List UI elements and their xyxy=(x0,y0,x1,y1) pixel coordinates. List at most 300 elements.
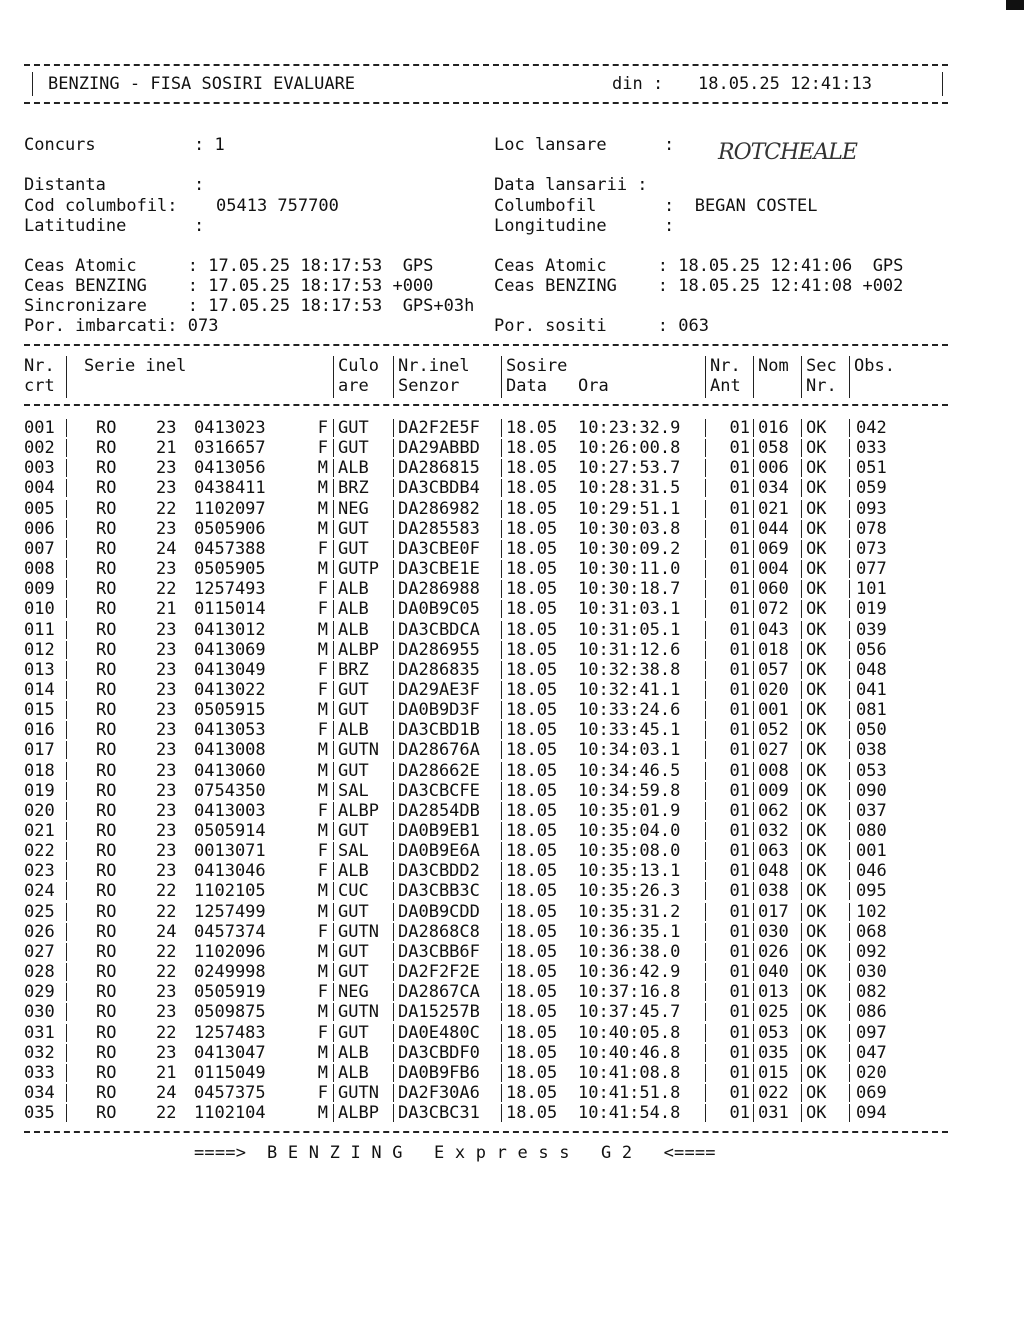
row-separator xyxy=(501,540,502,558)
cell-nr: 012 xyxy=(24,639,55,660)
cell-sex: F xyxy=(317,720,328,741)
row-separator xyxy=(393,1064,394,1082)
row-separator xyxy=(801,439,802,457)
cell-date: 18.05 xyxy=(506,679,558,700)
row-separator xyxy=(501,560,502,578)
row-separator xyxy=(333,862,334,880)
row-separator xyxy=(849,540,850,558)
table-row xyxy=(0,841,1024,861)
cell-sensor: DA2F2F2E xyxy=(398,962,480,983)
row-separator xyxy=(753,842,754,860)
cell-ant: 01 xyxy=(729,1082,750,1103)
cell-nom: 006 xyxy=(758,458,789,479)
cell-sex: M xyxy=(317,881,328,902)
row-separator xyxy=(501,479,502,497)
cell-sensor: DA3CBE1E xyxy=(398,559,480,580)
cell-sec: OK xyxy=(806,800,827,821)
row-separator xyxy=(753,641,754,659)
cell-year: 23 xyxy=(156,800,177,821)
table-row xyxy=(0,438,1024,458)
loc-lansare-handwritten: ROTCHEALE xyxy=(718,140,857,165)
table-bottom-rule xyxy=(24,1131,948,1133)
row-separator xyxy=(705,721,706,739)
cell-date: 18.05 xyxy=(506,861,558,882)
row-separator xyxy=(705,439,706,457)
cell-ring: 0505906 xyxy=(194,518,266,539)
cell-country: RO xyxy=(96,538,117,559)
cell-sec: OK xyxy=(806,1022,827,1043)
row-separator xyxy=(393,1084,394,1102)
row-separator xyxy=(333,439,334,457)
row-separator xyxy=(753,439,754,457)
cell-date: 18.05 xyxy=(506,1103,558,1124)
cell-sensor: DA0B9CDD xyxy=(398,901,480,922)
cell-nr: 032 xyxy=(24,1042,55,1063)
cell-nr: 022 xyxy=(24,841,55,862)
table-row xyxy=(0,861,1024,881)
row-separator xyxy=(705,419,706,437)
row-separator xyxy=(705,661,706,679)
cell-color: ALB xyxy=(338,720,369,741)
cell-nr: 005 xyxy=(24,498,55,519)
cell-obs: 020 xyxy=(856,1062,887,1083)
row-separator xyxy=(66,882,67,900)
cell-sensor: DA0B9FB6 xyxy=(398,1062,480,1083)
cell-year: 23 xyxy=(156,1002,177,1023)
cell-time: 10:40:46.8 xyxy=(578,1042,681,1063)
row-separator xyxy=(753,983,754,1001)
table-row xyxy=(0,478,1024,498)
cell-nr: 008 xyxy=(24,559,55,580)
cell-time: 10:34:59.8 xyxy=(578,780,681,801)
row-separator xyxy=(801,600,802,618)
cell-color: ALB xyxy=(338,599,369,620)
cell-country: RO xyxy=(96,941,117,962)
table-row xyxy=(0,1063,1024,1083)
row-separator xyxy=(753,741,754,759)
cell-sex: F xyxy=(317,1022,328,1043)
table-row xyxy=(0,720,1024,740)
row-separator xyxy=(393,419,394,437)
cell-time: 10:33:24.6 xyxy=(578,700,681,721)
cell-sex: M xyxy=(317,941,328,962)
cell-sec: OK xyxy=(806,740,827,761)
cell-sex: M xyxy=(317,760,328,781)
cell-date: 18.05 xyxy=(506,1042,558,1063)
cell-sex: M xyxy=(317,1002,328,1023)
row-separator xyxy=(801,782,802,800)
cell-color: GUT xyxy=(338,679,369,700)
cell-ant: 01 xyxy=(729,438,750,459)
row-separator xyxy=(801,903,802,921)
row-separator xyxy=(66,560,67,578)
cell-sensor: DA3CBE0F xyxy=(398,538,480,559)
row-separator xyxy=(333,721,334,739)
data-lansarii-label: Data lansarii : xyxy=(494,175,648,195)
cell-country: RO xyxy=(96,478,117,499)
cell-color: ALBP xyxy=(338,1103,379,1124)
cell-sex: M xyxy=(317,1042,328,1063)
table-row xyxy=(0,519,1024,539)
cell-sec: OK xyxy=(806,619,827,640)
row-separator xyxy=(393,862,394,880)
cell-sensor: DA2854DB xyxy=(398,800,480,821)
cell-color: GUTP xyxy=(338,559,379,580)
columbofil-value: : BEGAN COSTEL xyxy=(664,196,818,216)
cell-sex: F xyxy=(317,659,328,680)
cell-year: 23 xyxy=(156,700,177,721)
cell-sex: F xyxy=(317,841,328,862)
cell-sex: F xyxy=(317,418,328,438)
cell-ring: 0413049 xyxy=(194,659,266,680)
hdr-sep xyxy=(66,356,67,398)
row-separator xyxy=(501,661,502,679)
cell-country: RO xyxy=(96,760,117,781)
cell-country: RO xyxy=(96,458,117,479)
cell-obs: 086 xyxy=(856,1002,887,1023)
cell-ring: 1257493 xyxy=(194,579,266,600)
cell-color: SAL xyxy=(338,841,369,862)
cell-date: 18.05 xyxy=(506,962,558,983)
cell-ant: 01 xyxy=(729,1062,750,1083)
table-row xyxy=(0,1083,1024,1103)
cell-color: GUT xyxy=(338,1022,369,1043)
cell-ring: 0754350 xyxy=(194,780,266,801)
cell-year: 23 xyxy=(156,841,177,862)
cell-nom: 035 xyxy=(758,1042,789,1063)
cell-nr: 033 xyxy=(24,1062,55,1083)
row-separator xyxy=(393,641,394,659)
cell-ring: 0457388 xyxy=(194,538,266,559)
cell-sensor: DA286955 xyxy=(398,639,480,660)
row-separator xyxy=(705,540,706,558)
row-separator xyxy=(333,762,334,780)
cell-year: 23 xyxy=(156,619,177,640)
cell-time: 10:41:51.8 xyxy=(578,1082,681,1103)
row-separator xyxy=(753,1003,754,1021)
row-separator xyxy=(393,1003,394,1021)
cell-ring: 1257499 xyxy=(194,901,266,922)
row-separator xyxy=(753,419,754,437)
row-separator xyxy=(849,560,850,578)
row-separator xyxy=(849,943,850,961)
cell-color: ALB xyxy=(338,1062,369,1083)
row-separator xyxy=(66,721,67,739)
row-separator xyxy=(501,419,502,437)
cell-nom: 057 xyxy=(758,659,789,680)
cell-ring: 0505905 xyxy=(194,559,266,580)
cell-date: 18.05 xyxy=(506,1082,558,1103)
cell-year: 23 xyxy=(156,559,177,580)
row-separator xyxy=(753,661,754,679)
cell-obs: 037 xyxy=(856,800,887,821)
cell-ant: 01 xyxy=(729,780,750,801)
cell-sex: F xyxy=(317,438,328,459)
row-separator xyxy=(849,580,850,598)
cell-time: 10:29:51.1 xyxy=(578,498,681,519)
cell-country: RO xyxy=(96,982,117,1003)
cell-date: 18.05 xyxy=(506,821,558,841)
row-separator xyxy=(501,500,502,518)
col-nom-header: Nom xyxy=(758,356,789,376)
row-separator xyxy=(501,862,502,880)
cell-ant: 01 xyxy=(729,1042,750,1063)
benzing-footer: ====> B E N Z I N G E x p r e s s G 2 <==== xyxy=(194,1143,716,1163)
cell-sec: OK xyxy=(806,438,827,459)
row-separator xyxy=(705,741,706,759)
row-separator xyxy=(66,580,67,598)
row-separator xyxy=(705,641,706,659)
cell-year: 23 xyxy=(156,679,177,700)
row-separator xyxy=(333,1024,334,1042)
row-separator xyxy=(333,842,334,860)
row-separator xyxy=(849,983,850,1001)
row-separator xyxy=(849,661,850,679)
row-separator xyxy=(753,1084,754,1102)
cell-ant: 01 xyxy=(729,740,750,761)
table-row xyxy=(0,942,1024,962)
cell-color: GUT xyxy=(338,760,369,781)
table-row xyxy=(0,1043,1024,1063)
cell-color: BRZ xyxy=(338,659,369,680)
cell-ant: 01 xyxy=(729,861,750,882)
row-separator xyxy=(501,983,502,1001)
cell-year: 22 xyxy=(156,901,177,922)
row-separator xyxy=(801,1044,802,1062)
cell-sex: M xyxy=(317,700,328,721)
cell-nom: 018 xyxy=(758,639,789,660)
cell-ant: 01 xyxy=(729,498,750,519)
cell-ant: 01 xyxy=(729,579,750,600)
row-separator xyxy=(705,479,706,497)
row-separator xyxy=(333,580,334,598)
por-imbarcati: Por. imbarcati: 073 xyxy=(24,316,219,336)
row-separator xyxy=(333,479,334,497)
row-separator xyxy=(66,500,67,518)
row-separator xyxy=(393,600,394,618)
distanta-value: : xyxy=(194,175,205,195)
cell-nr: 034 xyxy=(24,1082,55,1103)
cell-sensor: DA3CBB3C xyxy=(398,881,480,902)
row-separator xyxy=(849,459,850,477)
cell-color: GUT xyxy=(338,962,369,983)
cell-obs: 041 xyxy=(856,679,887,700)
cell-color: ALB xyxy=(338,1042,369,1063)
cell-nom: 026 xyxy=(758,941,789,962)
cell-sensor: DA15257B xyxy=(398,1002,480,1023)
row-separator xyxy=(801,661,802,679)
row-separator xyxy=(333,1084,334,1102)
row-separator xyxy=(393,681,394,699)
row-separator xyxy=(849,963,850,981)
cell-sec: OK xyxy=(806,760,827,781)
cod-columbofil-value: 05413 757700 xyxy=(216,196,339,216)
cell-country: RO xyxy=(96,1042,117,1063)
table-row xyxy=(0,740,1024,760)
cell-ring: 0413022 xyxy=(194,679,266,700)
table-row xyxy=(0,1002,1024,1022)
row-separator xyxy=(393,943,394,961)
cell-sex: F xyxy=(317,861,328,882)
cell-sex: M xyxy=(317,901,328,922)
row-separator xyxy=(705,1064,706,1082)
cell-sensor: DA2867CA xyxy=(398,982,480,1003)
cell-nr: 024 xyxy=(24,881,55,902)
cell-obs: 097 xyxy=(856,1022,887,1043)
cell-date: 18.05 xyxy=(506,760,558,781)
ceas-atomic-start: Ceas Atomic : 17.05.25 18:17:53 GPS xyxy=(24,256,434,276)
cell-sensor: DA2F2E5F xyxy=(398,418,480,438)
cell-year: 23 xyxy=(156,639,177,660)
table-row xyxy=(0,640,1024,660)
row-separator xyxy=(393,782,394,800)
cell-nr: 002 xyxy=(24,438,55,459)
row-separator xyxy=(849,1104,850,1122)
cell-obs: 051 xyxy=(856,458,887,479)
cell-sensor: DA286835 xyxy=(398,659,480,680)
cell-sensor: DA28662E xyxy=(398,760,480,781)
cell-date: 18.05 xyxy=(506,418,558,438)
latitudine-value: : xyxy=(194,216,205,236)
row-separator xyxy=(66,520,67,538)
cell-year: 22 xyxy=(156,962,177,983)
cell-sensor: DA29ABBD xyxy=(398,438,480,459)
row-separator xyxy=(753,520,754,538)
cell-date: 18.05 xyxy=(506,659,558,680)
cell-ant: 01 xyxy=(729,679,750,700)
cell-sex: F xyxy=(317,599,328,620)
table-row xyxy=(0,458,1024,478)
row-separator xyxy=(501,520,502,538)
row-separator xyxy=(753,479,754,497)
col-nrant-header: Nr. xyxy=(710,356,741,376)
row-separator xyxy=(393,1024,394,1042)
row-separator xyxy=(705,681,706,699)
cell-color: GUT xyxy=(338,901,369,922)
cell-nr: 023 xyxy=(24,861,55,882)
row-separator xyxy=(801,419,802,437)
row-separator xyxy=(393,882,394,900)
cell-date: 18.05 xyxy=(506,619,558,640)
cell-sex: M xyxy=(317,478,328,499)
row-separator xyxy=(849,500,850,518)
row-separator xyxy=(333,681,334,699)
row-separator xyxy=(501,701,502,719)
cell-time: 10:36:38.0 xyxy=(578,941,681,962)
cell-ant: 01 xyxy=(729,800,750,821)
cell-time: 10:35:01.9 xyxy=(578,800,681,821)
row-separator xyxy=(753,621,754,639)
row-separator xyxy=(501,1084,502,1102)
cell-country: RO xyxy=(96,498,117,519)
row-separator xyxy=(333,1064,334,1082)
cell-sensor: DA285583 xyxy=(398,518,480,539)
row-separator xyxy=(393,661,394,679)
cell-nr: 020 xyxy=(24,800,55,821)
cell-nr: 029 xyxy=(24,982,55,1003)
cell-sec: OK xyxy=(806,1062,827,1083)
cell-sex: F xyxy=(317,982,328,1003)
row-separator xyxy=(393,479,394,497)
table-row xyxy=(0,700,1024,720)
row-separator xyxy=(501,741,502,759)
cell-date: 18.05 xyxy=(506,740,558,761)
cell-sec: OK xyxy=(806,559,827,580)
cell-sec: OK xyxy=(806,901,827,922)
row-separator xyxy=(705,822,706,840)
hdr-sep xyxy=(801,356,802,398)
cell-time: 10:36:42.9 xyxy=(578,962,681,983)
sincronizare: Sincronizare : 17.05.25 18:17:53 GPS+03h xyxy=(24,296,475,316)
cell-sex: M xyxy=(317,962,328,983)
table-row xyxy=(0,418,1024,438)
cell-time: 10:30:11.0 xyxy=(578,559,681,580)
row-separator xyxy=(801,822,802,840)
cell-sensor: DA3CBDCA xyxy=(398,619,480,640)
cell-sensor: DA0B9E6A xyxy=(398,841,480,862)
cell-sec: OK xyxy=(806,962,827,983)
row-separator xyxy=(705,1104,706,1122)
cell-color: GUT xyxy=(338,518,369,539)
cell-sensor: DA3CBDB4 xyxy=(398,478,480,499)
row-separator xyxy=(705,1084,706,1102)
row-separator xyxy=(393,762,394,780)
row-separator xyxy=(801,641,802,659)
row-separator xyxy=(501,621,502,639)
cell-ant: 01 xyxy=(729,478,750,499)
cell-sec: OK xyxy=(806,1082,827,1103)
cell-ant: 01 xyxy=(729,619,750,640)
cell-time: 10:27:53.7 xyxy=(578,458,681,479)
row-separator xyxy=(801,943,802,961)
cell-sex: F xyxy=(317,800,328,821)
cell-time: 10:40:05.8 xyxy=(578,1022,681,1043)
cell-sensor: DA0E480C xyxy=(398,1022,480,1043)
row-separator xyxy=(753,923,754,941)
cell-color: GUTN xyxy=(338,1082,379,1103)
cell-country: RO xyxy=(96,639,117,660)
cell-date: 18.05 xyxy=(506,921,558,942)
cell-time: 10:30:18.7 xyxy=(578,579,681,600)
concurs-value: : 1 xyxy=(194,135,225,155)
row-separator xyxy=(801,1003,802,1021)
row-separator xyxy=(849,681,850,699)
cell-ant: 01 xyxy=(729,720,750,741)
cell-obs: 039 xyxy=(856,619,887,640)
cell-nr: 011 xyxy=(24,619,55,640)
row-separator xyxy=(753,762,754,780)
cell-nr: 035 xyxy=(24,1103,55,1124)
longitudine-label: Longitudine xyxy=(494,216,607,236)
cell-ant: 01 xyxy=(729,639,750,660)
row-separator xyxy=(66,439,67,457)
table-row xyxy=(0,821,1024,841)
row-separator xyxy=(333,983,334,1001)
row-separator xyxy=(849,600,850,618)
row-separator xyxy=(705,459,706,477)
ceas-atomic-end: Ceas Atomic : 18.05.25 12:41:06 GPS xyxy=(494,256,904,276)
cell-time: 10:35:13.1 xyxy=(578,861,681,882)
cell-nom: 032 xyxy=(758,821,789,841)
cell-country: RO xyxy=(96,901,117,922)
cell-date: 18.05 xyxy=(506,559,558,580)
cell-sensor: DA3CBDF0 xyxy=(398,1042,480,1063)
table-row xyxy=(0,620,1024,640)
cell-nom: 053 xyxy=(758,1022,789,1043)
cell-time: 10:37:16.8 xyxy=(578,982,681,1003)
cell-sensor: DA286988 xyxy=(398,579,480,600)
cell-ring: 0413023 xyxy=(194,418,266,438)
